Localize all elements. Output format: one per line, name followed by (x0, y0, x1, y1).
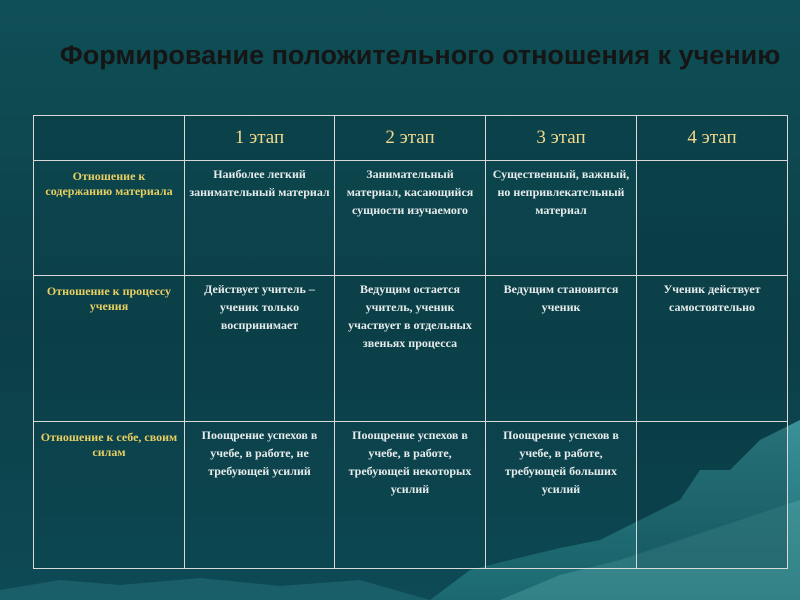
stage-3-label: 3 этап (536, 127, 586, 148)
stage-2-header (335, 116, 486, 161)
table-cell: Существенный, важный, но непривлекательный материал (492, 167, 630, 217)
stage-1-header (185, 116, 335, 161)
table-cell: Поощрение успехов в учебе, в работе, требующей некоторых усилий (348, 428, 472, 496)
table-cell: Занимательный материал, касающийся сущности изучаемого (346, 167, 474, 217)
table-cell (637, 422, 787, 426)
table-cell: Наиболее легкий занимательный материал (189, 167, 330, 199)
stage-1-label: 1 этап (234, 127, 285, 148)
stage-3-header (486, 116, 637, 161)
stage-2-label: 2 этап (385, 127, 435, 148)
table-cell: Ведущим остается учитель, ученик участвует в отдельных звеньях процесса (348, 282, 472, 350)
stages-table (33, 115, 788, 569)
table-cell (637, 161, 787, 165)
table-cell: Ведущим становится ученик (503, 282, 619, 314)
table-row (34, 276, 788, 422)
slide-title: Формирование положительного отношения к учению (59, 40, 781, 70)
table-cell: Действует учитель – ученик только воспринимает (204, 282, 315, 332)
table-header-row (34, 116, 788, 161)
row-header: Отношение к содержанию материала (45, 169, 173, 198)
row-header: Отношение к процессу учения (46, 284, 172, 313)
table-cell: Поощрение успехов в учебе, в работе, не требующей усилий (201, 428, 318, 478)
table-row (34, 422, 788, 569)
table-row (34, 161, 788, 276)
row-header: Отношение к себе, своим силам (40, 430, 178, 459)
corner-cell (34, 116, 185, 161)
stage-4-label: 4 этап (687, 127, 737, 148)
stage-4-header (637, 116, 788, 161)
table-cell: Ученик действует самостоятельно (663, 282, 761, 314)
table-cell: Поощрение успехов в учебе, в работе, требующей больших усилий (503, 428, 619, 496)
